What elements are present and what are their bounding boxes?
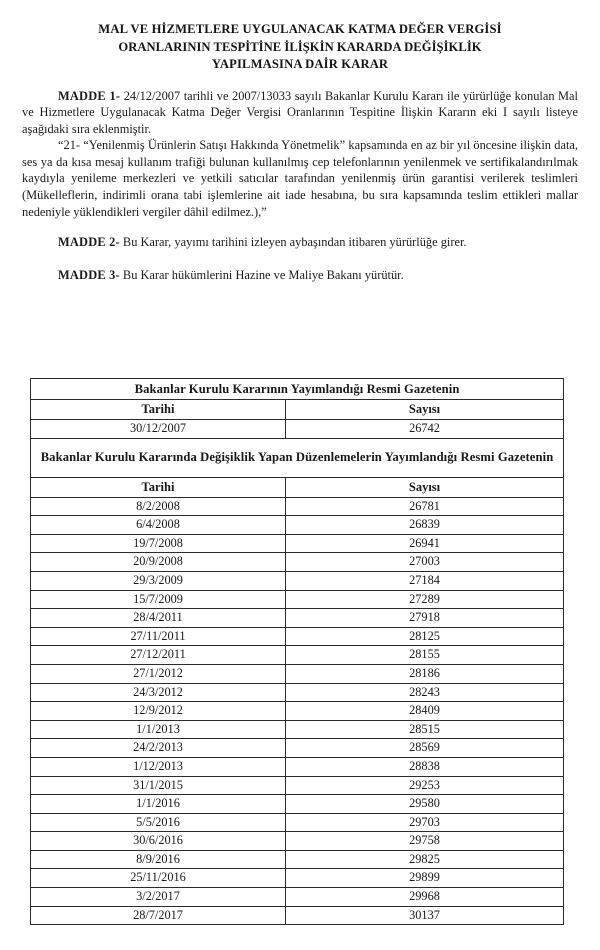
cell-number: 27003 — [286, 553, 564, 572]
page-title — [0, 0, 600, 74]
table-row — [31, 664, 564, 683]
page-title-line-3: YAPILMASINA DAİR KARAR — [211, 57, 389, 71]
cell-date: 28/7/2017 — [31, 906, 286, 925]
table-group-header-row-1 — [31, 379, 564, 400]
table-row — [31, 497, 564, 516]
quoted-item-paragraph: “21- “Yenilenmiş Ürünlerin Satışı Hakkında Yönetmelik” kapsamında en az bir yıl öncesine ilişkin data, ses ya da kısa mesaj kullanım trafiği bulunan kullanılmış cep telefonlarının yenilenmek ve sertifikalandırılmak kaydıyla yenileme merkezleri ve yetkili satıcılar tarafından yenilenmiş ürün garantisi verilerek teslimleri (Mükelleflerin, indirimli orana tabi işlemlerine ait iade hesabına, bu sıra kapsamında teslim ettikleri mallar nedeniyle yüklendikleri vergiler dâhil edilmez.),” — [22, 138, 578, 219]
table-row — [31, 757, 564, 776]
article-3-text: Bu Karar hükümlerini Hazine ve Maliye Bakanı yürütür. — [119, 267, 404, 282]
table-row — [31, 683, 564, 702]
cell-date: 12/9/2012 — [31, 702, 286, 721]
table-row — [31, 869, 564, 888]
cell-number: 28125 — [286, 627, 564, 646]
article-3-label: MADDE 3- — [58, 267, 120, 282]
article-2-text: Bu Karar, yayımı tarihini izleyen aybaşından itibaren yürürlüğe girer. — [119, 235, 467, 250]
table-row — [31, 739, 564, 758]
table-row — [31, 813, 564, 832]
cell-date: 1/1/2013 — [31, 720, 286, 739]
cell-number: 27289 — [286, 590, 564, 609]
cell-number: 28515 — [286, 720, 564, 739]
table-row — [31, 776, 564, 795]
cell-date: 1/12/2013 — [31, 757, 286, 776]
cell-date: 8/9/2016 — [31, 850, 286, 869]
cell-number: 29580 — [286, 795, 564, 814]
cell-date: 15/7/2009 — [31, 590, 286, 609]
table-row — [31, 590, 564, 609]
cell-number: 29825 — [286, 850, 564, 869]
cell-number: 29253 — [286, 776, 564, 795]
table-row — [31, 534, 564, 553]
cell-number: 28569 — [286, 739, 564, 758]
article-2-label: MADDE 2- — [58, 235, 120, 250]
cell-number: 28409 — [286, 702, 564, 721]
cell-date: 6/4/2008 — [31, 516, 286, 535]
document-body — [0, 88, 600, 284]
table-row — [31, 609, 564, 628]
article-2-paragraph — [22, 234, 578, 251]
page-title-line-2: ORANLARININ TESPİTİNE İLİŞKİN KARARDA DEĞİŞİKLİK — [118, 39, 482, 54]
cell-date: 27/12/2011 — [31, 646, 286, 665]
official-gazette-table-wrapper — [30, 378, 563, 925]
article-3-paragraph — [22, 267, 578, 284]
cell-number: 28186 — [286, 664, 564, 683]
table-column-header-row-2 — [31, 477, 564, 497]
cell-date: 30/12/2007 — [31, 420, 286, 439]
column-header-number-2: Sayısı — [286, 477, 564, 497]
cell-number: 26839 — [286, 516, 564, 535]
cell-number: 26742 — [286, 420, 564, 439]
table-row — [31, 720, 564, 739]
column-header-number-1: Sayısı — [286, 400, 564, 420]
cell-date: 1/1/2016 — [31, 795, 286, 814]
cell-number: 28243 — [286, 683, 564, 702]
table-row — [31, 888, 564, 907]
cell-date: 24/2/2013 — [31, 739, 286, 758]
cell-date: 5/5/2016 — [31, 813, 286, 832]
cell-date: 8/2/2008 — [31, 497, 286, 516]
article-1-paragraph — [22, 88, 578, 138]
table-row — [31, 702, 564, 721]
table-body — [31, 379, 564, 925]
cell-number: 27918 — [286, 609, 564, 628]
cell-number: 28155 — [286, 646, 564, 665]
table-group-header-row-2 — [31, 438, 564, 477]
cell-date: 20/9/2008 — [31, 553, 286, 572]
article-1-label: MADDE 1- — [58, 88, 121, 103]
cell-number: 29968 — [286, 888, 564, 907]
cell-number: 27184 — [286, 571, 564, 590]
official-gazette-table — [30, 378, 564, 925]
table-row — [31, 627, 564, 646]
cell-number: 29758 — [286, 832, 564, 851]
article-1-text: 24/12/2007 tarihli ve 2007/13033 sayılı Bakanlar Kurulu Kararı ile yürürlüğe konulan Mal ve Hizmetlere Uygulanacak Katma Değer Vergisi Oranlarının Tespitine İlişkin Kararın eki I sayılı listeye aşağıdaki sıra eklenmiştir. — [22, 88, 578, 136]
table-row — [31, 795, 564, 814]
cell-date: 19/7/2008 — [31, 534, 286, 553]
table-row — [31, 516, 564, 535]
table-row — [31, 553, 564, 572]
cell-date: 31/1/2015 — [31, 776, 286, 795]
table-row — [31, 832, 564, 851]
table-row — [31, 906, 564, 925]
cell-date: 27/11/2011 — [31, 627, 286, 646]
cell-number: 26781 — [286, 497, 564, 516]
cell-number: 29703 — [286, 813, 564, 832]
column-header-date-1: Tarihi — [31, 400, 286, 420]
cell-date: 3/2/2017 — [31, 888, 286, 907]
table-column-header-row-1 — [31, 400, 564, 420]
table-row — [31, 850, 564, 869]
table-row — [31, 420, 564, 439]
cell-date: 30/6/2016 — [31, 832, 286, 851]
cell-number: 28838 — [286, 757, 564, 776]
cell-date: 25/11/2016 — [31, 869, 286, 888]
cell-date: 24/3/2012 — [31, 683, 286, 702]
table-row — [31, 571, 564, 590]
group-header-original-decree: Bakanlar Kurulu Kararının Yayımlandığı Resmi Gazetenin — [31, 379, 564, 400]
cell-number: 29899 — [286, 869, 564, 888]
cell-date: 28/4/2011 — [31, 609, 286, 628]
group-header-amendments: Bakanlar Kurulu Kararında Değişiklik Yapan Düzenlemelerin Yayımlandığı Resmi Gazetenin — [31, 438, 564, 477]
cell-number: 30137 — [286, 906, 564, 925]
table-row — [31, 646, 564, 665]
page-title-line-1: MAL VE HİZMETLERE UYGULANACAK KATMA DEĞER VERGİSİ — [98, 22, 502, 36]
cell-date: 27/1/2012 — [31, 664, 286, 683]
column-header-date-2: Tarihi — [31, 477, 286, 497]
cell-date: 29/3/2009 — [31, 571, 286, 590]
cell-number: 26941 — [286, 534, 564, 553]
